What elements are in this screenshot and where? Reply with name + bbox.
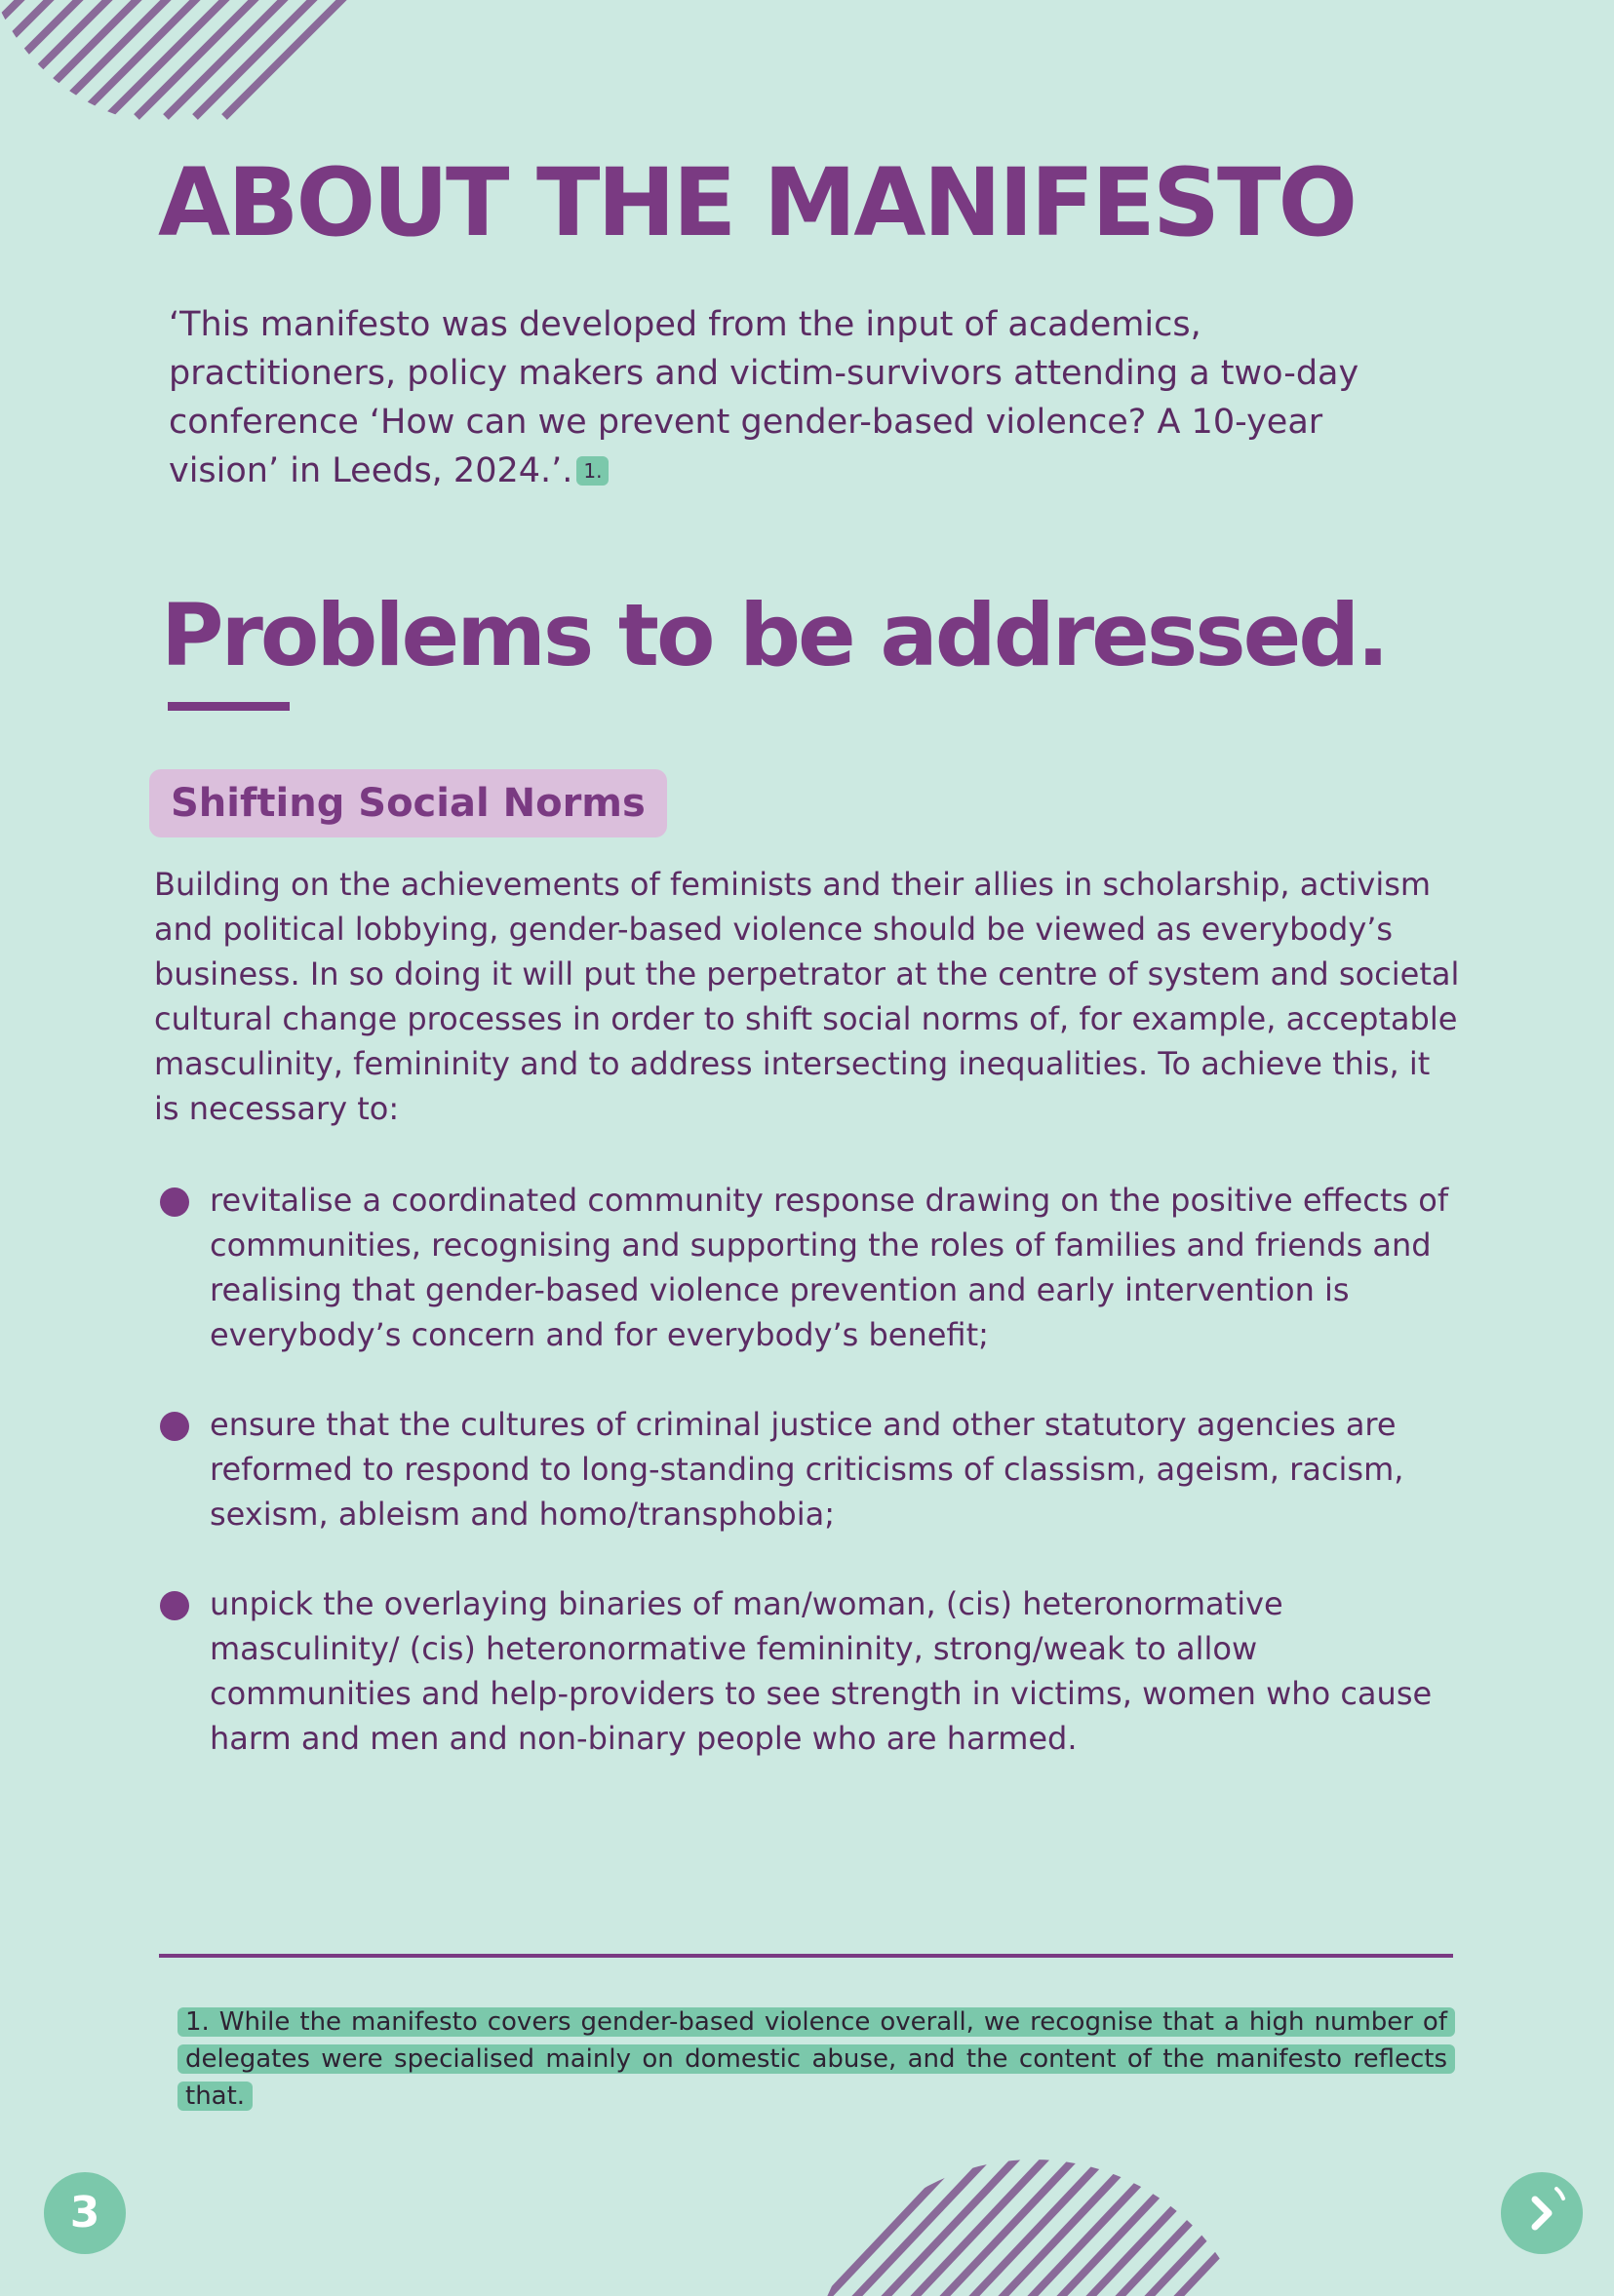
list-item <box>154 1178 1461 1357</box>
intro-paragraph <box>169 300 1417 495</box>
list-item <box>154 1402 1461 1537</box>
page-title: ABOUT THE MANIFESTO <box>158 148 1356 257</box>
page-number: 3 <box>44 2172 126 2254</box>
bullet-icon <box>160 1412 189 1441</box>
subsection-label: Shifting Social Norms <box>149 769 667 837</box>
list-item-text: revitalise a coordinated community response drawing on the positive effects of communities, recognising and supporting the roles of families and friends and realising that gender-based violence prevention and early intervention is everybody’s concern and for everybody’s benefit; <box>210 1182 1449 1353</box>
decorative-stripes-bottom <box>780 2140 1287 2296</box>
footnote-divider <box>159 1954 1453 1958</box>
heading-underline <box>168 702 290 711</box>
footnote-reference[interactable]: 1. <box>576 456 609 486</box>
next-page-button[interactable] <box>1501 2172 1583 2254</box>
decorative-stripes-top <box>0 0 390 146</box>
bullet-icon <box>160 1187 189 1217</box>
chevron-right-icon <box>1501 2172 1583 2254</box>
body-paragraph: Building on the achievements of feminists and their allies in scholarship, activism and political lobbying, gender-based violence should be viewed as everybody’s business. In so doing it will put the perpetrator at the centre of system and societal cultural change processes in order to shift social norms of, for example, acceptable masculinity, femininity and to address intersecting inequalities. To achieve this, it is necessary to: <box>154 866 1460 1127</box>
bullet-list <box>154 1178 1461 1761</box>
list-item-text: ensure that the cultures of criminal justice and other statutory agencies are reformed to respond to long-standing criticisms of classism, ageism, racism, sexism, ableism and homo/transphobia; <box>210 1406 1404 1533</box>
list-item <box>154 1581 1461 1761</box>
list-item-text: unpick the overlaying binaries of man/woman, (cis) heteronormative masculinity/ (cis) heteronormative femininity, strong/weak to allow communities and help-providers to see strength in victims, women who cause harm and men and non-binary people who are harmed. <box>210 1585 1433 1757</box>
footnote <box>177 2004 1455 2115</box>
section-heading: Problems to be addressed. <box>161 585 1387 685</box>
intro-text: ‘This manifesto was developed from the input of academics, practitioners, policy makers and victim-survivors attending a two-day conference ‘How can we prevent gender-based violence? A 10-year vision’ in Leeds, 2024.’. <box>169 305 1359 490</box>
bullet-icon <box>160 1591 189 1620</box>
footnote-text: 1. While the manifesto covers gender-based violence overall, we recognise that a high number of delegates were specialised mainly on domestic abuse, and the content of the manifesto reflects that. <box>177 2007 1455 2111</box>
